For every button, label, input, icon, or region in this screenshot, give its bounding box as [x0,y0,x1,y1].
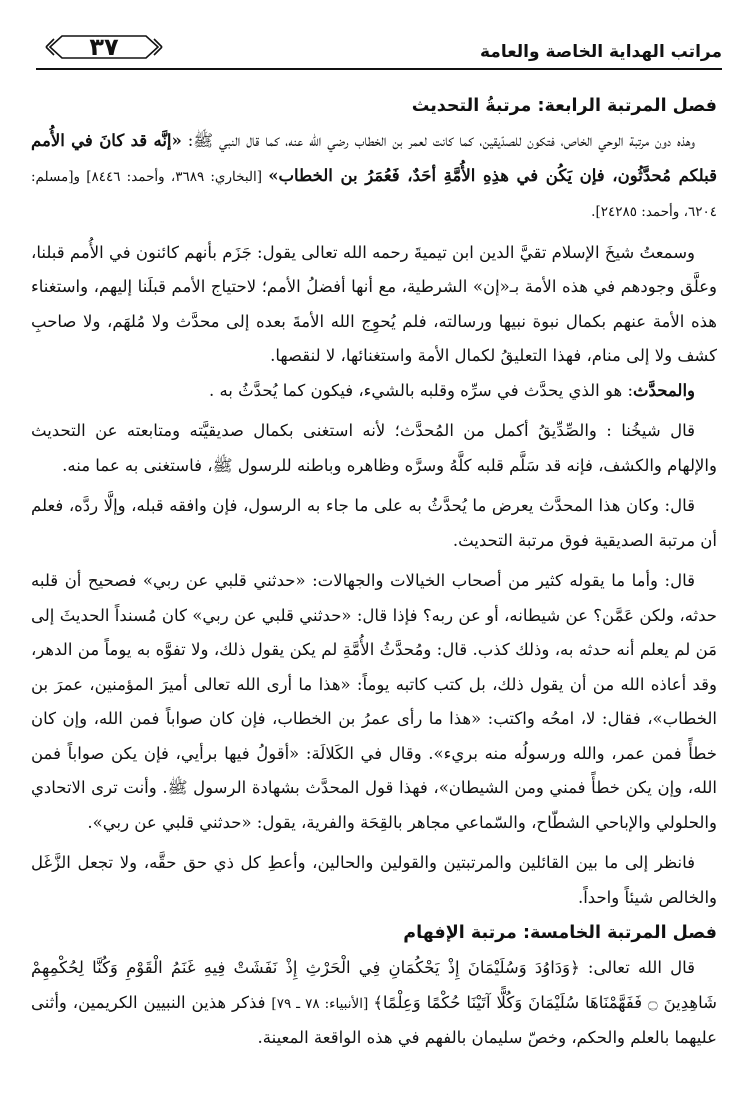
verse-citation: [الأنبياء: ٧٨ ـ ٧٩] [271,995,374,1012]
section-heading-5: فصل المرتبة الخامسة: مرتبة الإفهام [403,923,717,943]
paragraph-7: فانظر إلى ما بين القائلين والمرتبتين والقولين والحالين، وأعطِ كل ذي حق حقَّه، ولا تجعل الزَّغَل والخالص شيئاً واحداً. [31,853,717,907]
running-title: مراتب الهداية الخاصة والعامة [479,42,722,62]
paragraph-1 [31,124,717,230]
paragraph-text: قال الله تعالى: [579,958,695,977]
quran-verse: ﴿وَدَاوُدَ وَسُلَيْمَانَ إِذْ يَحْكُمَانِ فِي الْحَرْثِ إِذْ نَفَشَتْ فِيهِ غَنَمُ الْقَوْمِ وَكُنَّا لِحُكْمِهِمْ شَاهِدِينَ ۝ فَفَهَّمْنَاهَا سُلَيْمَانَ وَكُلًّا آتَيْنَا حُكْمًا وَعِلْمًا﴾ [31,958,717,1012]
hadith-citation: [البخاري: ٣٦٨٩، وأحمد: ٨٤٤٦] و[مسلم: ٦٢٠٤، وأحمد: ٢٤٢٨٥]. [31,168,717,220]
paragraph-text: : هو الذي يحدَّث في سرِّه وقلبه بالشيء، فيكون كما يُحدَّثُ به . [208,380,634,400]
paragraph-3 [31,374,717,409]
paragraph-8 [31,951,717,1056]
paragraph-text: وهذه دون مرتبة الوحي الخاص، فتكون للصدّيقين، كما كانت لعمر بن الخطاب رضي الله عنه، كما قال النبي ﷺ: [181,131,695,150]
page-body [31,88,717,1056]
section-heading-4: فصل المرتبة الرابعة: مرتبةُ التحديث [411,96,717,116]
paragraph-5: قال: وكان هذا المحدَّث يعرض ما يُحدَّثُ به على ما جاء به الرسول، فإن وافقه قبله، وإلَّا ردَّه، فعلم أن مرتبة الصديقية فوق مرتبة التحديث. [31,496,717,550]
page-number-frame [44,34,164,60]
hadith-quote: «إنَّه قد كانَ في الأُمم قبلكم مُحدَّثُون، فإن يَكُن في هذِهِ الأُمَّةِ أحَدٌ، فَعُمَرُ بن الخطاب» [31,131,718,185]
paragraph-6: قال: وأما ما يقوله كثير من أصحاب الخيالات والجهالات: «حدثني قلبي عن ربي» فصحيح أن قلبه حدثه، ولكن عَمَّن؟ عن شيطانه، أو عن ربه؟ فإذا قال: «حدثني قلبي عن ربي» كان مُسنداً الحديثَ إلى مَن لم يعلم أنه حدثه به، وذلك كذب. قال: ومُحدَّثُ الأُمَّةِ لم يكن يقول ذلك، ولا تفوَّه به يوماً من الدهر، وقد أعاذه الله من أن يقول ذلك، بل كتب كاتبه يوماً: «هذا ما أرى الله تعالى أميرَ المؤمنين، عمرَ بن الخطاب»، فقال: لا، امحُه واكتب: «هذا ما رأى عمرُ بن الخطاب، فإن كان صواباً فمن الله، وإن كان خطأً فمن عمر، والله ورسولُه منه بريء». وقال في الكَلالَة: «أقولُ فيها برأيي، فإن يكن صواباً فمن الله، وإن يكن خطأً فمني ومن الشيطان»، فهذا قول المحدَّث بشهادة الرسول ﷺ. وأنت ترى الاتحادي والحلولي والإباحي الشطّاح، والسّماعي مجاهر بالقِحَة والفرية، يقول: «حدثني قلبي عن ربي». [31,571,717,832]
paragraph-4: قال شيخُنا : والصِّدِّيقُ أكمل من المُحدَّث؛ لأنه استغنى بكمال صديقيَّته ومتابعته عن التحديث والإلهام والكشف، فإنه قد سَلَّم قلبه كلَّهُ وسرَّه وظاهره وباطنه للرسول ﷺ، فاستغنى به عما منه. [31,421,717,475]
paragraph-text: فذكر هذين النبيين الكريمين، وأثنى عليهما بالعلم والحكم، وخصّ سليمان بالفهم في هذه الواقعة المعينة. [31,992,717,1047]
page-number: ٣٧ [89,33,119,61]
defined-term: والمحدَّث [633,380,695,400]
paragraph-2: وسمعتُ شيخَ الإسلام تقيَّ الدين ابن تيميةَ رحمه الله تعالى يقول: جَزَم بأنهم كائنون في الأُمم قبلنا، وعلَّق وجودهم في هذه الأمة بـ«إن» الشرطية، مع أنها أفضلُ الأمم؛ لاحتياج الأمم قبلَنا إليهم، واستغناء هذه الأمة عنهم بكمال نبوة نبيها ورسالته، فلم يُحوِج الله الأمةَ بعده إلى محدَّث ولا مُلهَم، ولا صاحبِ كشف ولا إلى منام، فهذا التعليقُ لكمال الأمة واستغنائها، لا لنقصها. [31,242,717,365]
page-header [36,34,722,70]
